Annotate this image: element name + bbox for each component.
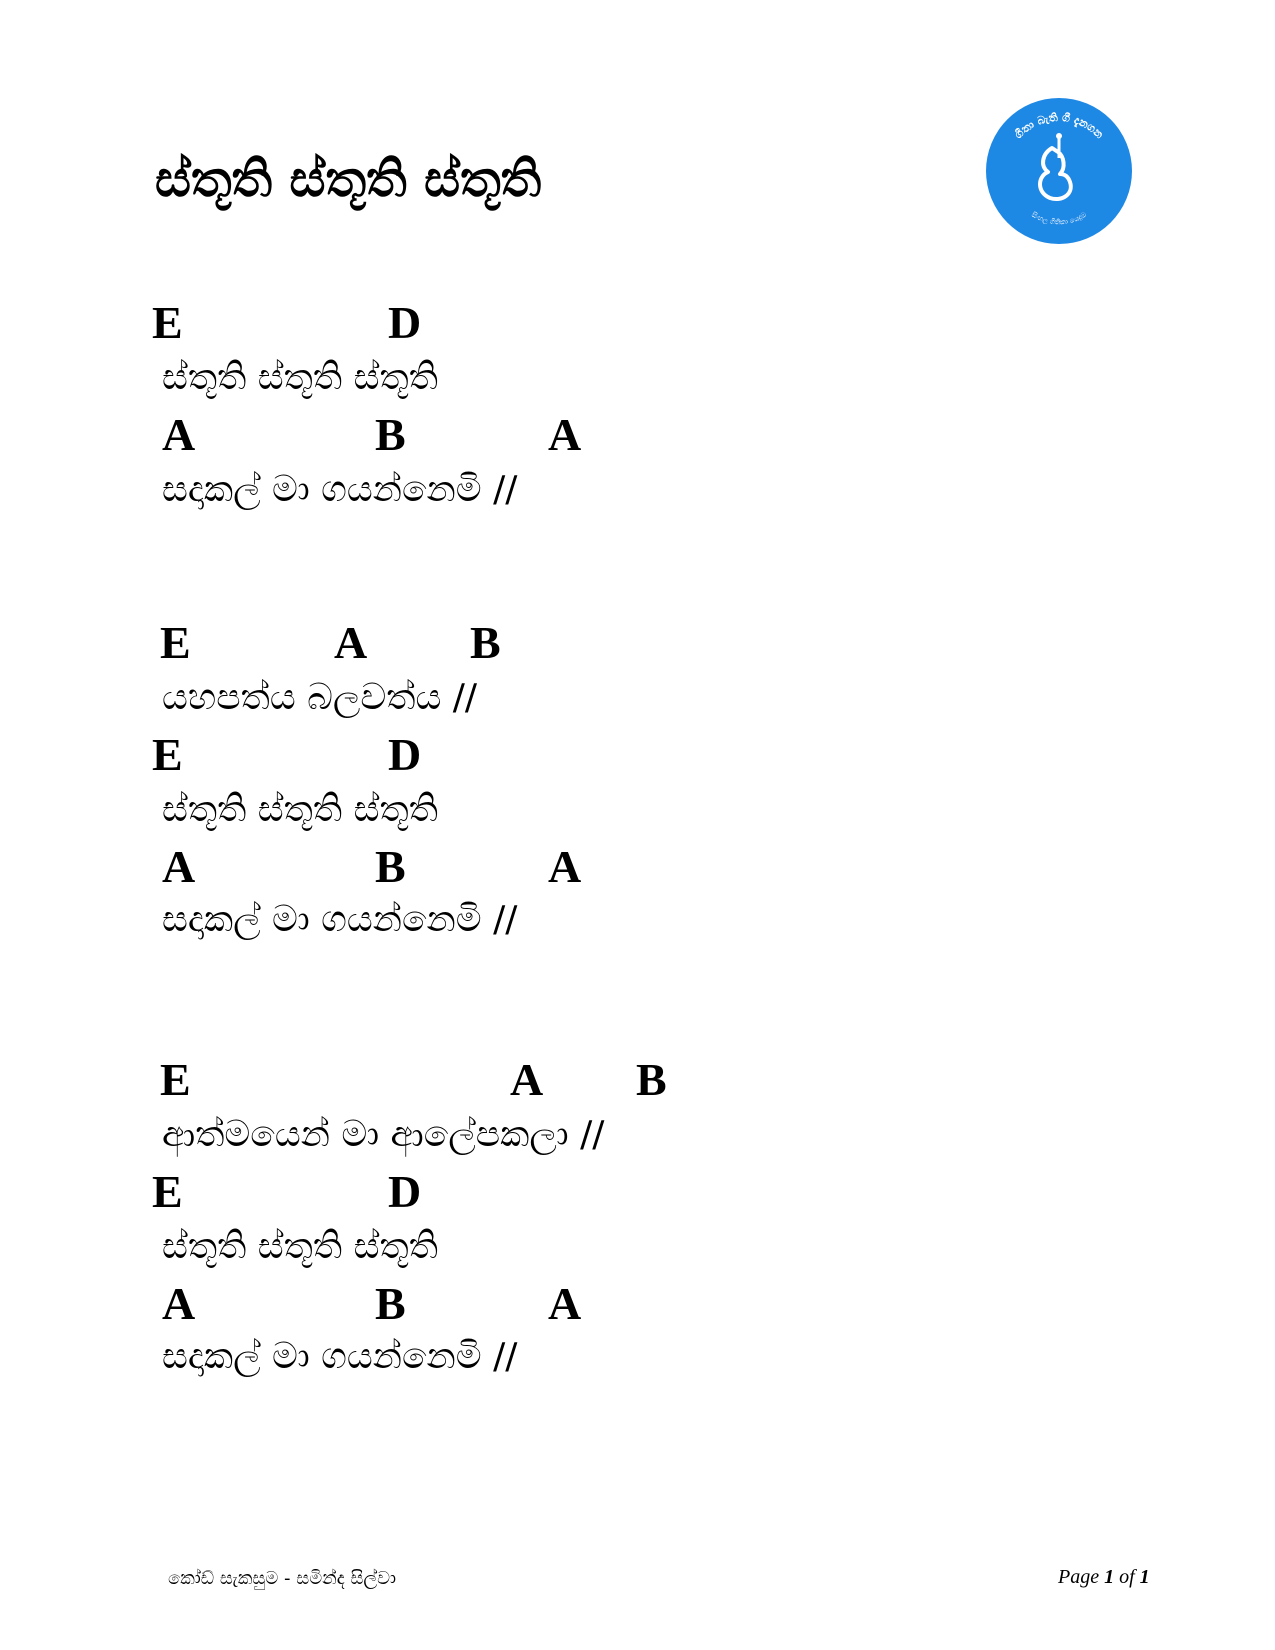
page-current: 1 xyxy=(1104,1566,1115,1588)
chord: A xyxy=(548,841,582,892)
lyric-line: ස්තූති ස්තූති ස්තූති xyxy=(162,789,438,830)
chord: D xyxy=(388,297,422,348)
logo-bottom-text: සිංහල ගීතිකා යෙදුම xyxy=(1030,210,1088,227)
chord: E xyxy=(160,1054,191,1105)
lyric-line: ආත්මයෙන් මා ආලේපකලා // xyxy=(162,1114,605,1155)
lyric-line: යහපත්ය බලවත්ය // xyxy=(162,677,478,718)
chord: D xyxy=(388,729,422,780)
chord: A xyxy=(334,617,368,668)
song-title: ස්තූති ස්තූති ස්තූති xyxy=(155,150,542,208)
chord: B xyxy=(375,841,406,892)
chord: A xyxy=(548,1278,582,1329)
chord: E xyxy=(152,729,183,780)
chord: E xyxy=(152,297,183,348)
page-of: of xyxy=(1119,1566,1135,1588)
guitar-logo-icon xyxy=(984,96,1134,246)
chord: D xyxy=(388,1166,422,1217)
logo-top-text: ගීතා බැති ගී දැනගන xyxy=(1011,110,1107,142)
chord: B xyxy=(375,1278,406,1329)
chord: B xyxy=(470,617,501,668)
chord: A xyxy=(162,1278,196,1329)
chord: E xyxy=(160,617,191,668)
page-number xyxy=(1058,1566,1150,1589)
chord: B xyxy=(636,1054,667,1105)
lyric-line: සදාකල් මා ගයන්නෙමි // xyxy=(162,1336,518,1377)
lyric-line: සදාකල් මා ගයන්නෙමි // xyxy=(162,469,518,510)
page-total: 1 xyxy=(1139,1566,1150,1588)
page-word: Page xyxy=(1058,1566,1100,1588)
chord-credit: කෝඩ් සැකසුම - සමින්ද සිල්වා xyxy=(168,1568,397,1589)
lyric-line: සදාකල් මා ගයන්නෙමි // xyxy=(162,899,518,940)
chord: B xyxy=(375,409,406,460)
chord: A xyxy=(162,409,196,460)
lyric-line: ස්තූති ස්තූති ස්තූති xyxy=(162,1226,438,1267)
chord: E xyxy=(152,1166,183,1217)
chord: A xyxy=(162,841,196,892)
lyric-line: ස්තූති ස්තූති ස්තූති xyxy=(162,357,438,398)
chord: A xyxy=(510,1054,544,1105)
chord: A xyxy=(548,409,582,460)
